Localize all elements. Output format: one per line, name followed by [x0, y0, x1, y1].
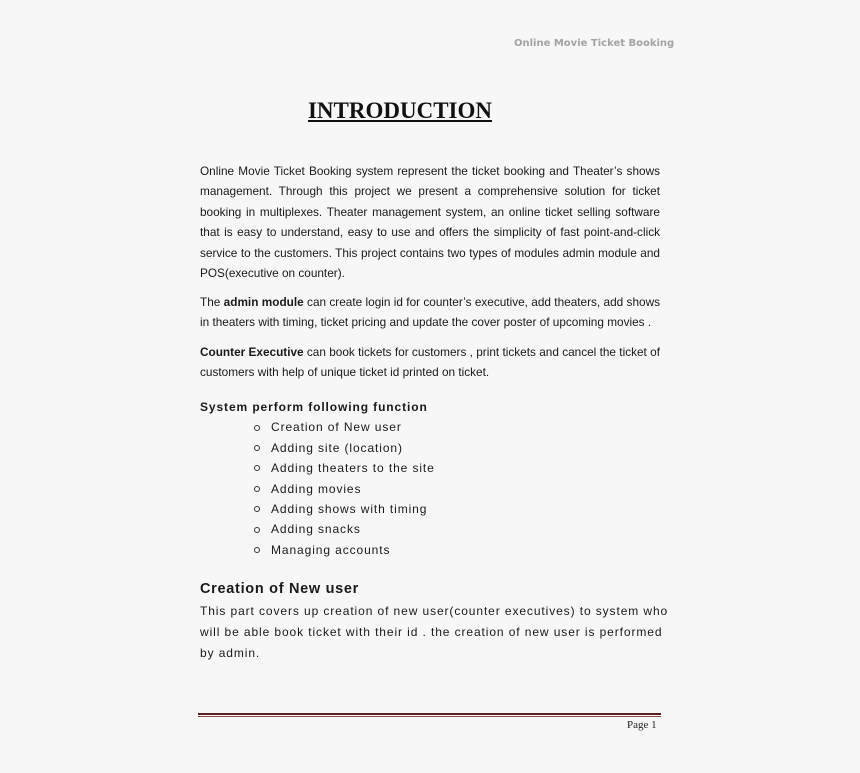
list-item: [254, 458, 660, 478]
list-item-label: Creation of New user: [271, 420, 402, 435]
admin-module-description: can create login id for counter’s executive, add theaters, add shows in theaters with timing, ticket pricing and update the cover poster of upcoming movies .: [200, 295, 660, 330]
counter-executive-term: Counter Executive: [200, 345, 304, 359]
section-text: This part covers up creation of new user(counter executives) to system who will be able book ticket with their id . the creation of new user is performed by admin.: [200, 604, 669, 660]
list-item-label: Managing accounts: [271, 542, 391, 557]
page-title: INTRODUCTION: [307, 98, 493, 123]
list-item: [254, 519, 660, 539]
counter-executive-description: can book tickets for customers , print tickets and cancel the ticket of customers with help of unique ticket id printed on ticket.: [200, 345, 660, 380]
section-heading: Creation of New user: [200, 581, 360, 597]
list-item-label: Adding theaters to the site: [271, 461, 435, 476]
list-item-label: Adding snacks: [271, 522, 361, 537]
circle-bullet-icon: [254, 506, 260, 512]
page-number: Page 1: [627, 719, 657, 731]
list-item: [254, 479, 660, 499]
running-header: Online Movie Ticket Booking: [514, 38, 675, 49]
functions-heading: System perform following function: [200, 400, 428, 414]
circle-bullet-icon: [254, 445, 260, 451]
list-item: [254, 438, 660, 458]
list-item: [254, 499, 660, 519]
list-item-label: Adding shows with timing: [271, 502, 428, 517]
circle-bullet-icon: [254, 547, 260, 553]
intro-paragraph: Online Movie Ticket Booking system represent the ticket booking and Theater’s shows management. Through this project we present a comprehensive solution for ticket booking in multiplexes. Theater management system, an online ticket selling software that is easy to understand, easy to use and offers the simplicity of fast point-and-click service to the customers. This project contains two types of modules admin module and POS(executive on counter).: [200, 164, 660, 281]
list-item: [254, 540, 660, 560]
circle-bullet-icon: [254, 425, 260, 431]
list-item: [254, 417, 660, 437]
list-item-label: Adding movies: [271, 481, 362, 496]
circle-bullet-icon: [254, 465, 260, 471]
admin-prefix: The: [200, 295, 224, 309]
list-item-label: Adding site (location): [271, 440, 403, 455]
creation-section: [200, 579, 670, 663]
functions-block: [200, 397, 660, 560]
admin-module-paragraph: [200, 292, 660, 333]
functions-list: [200, 417, 660, 560]
counter-executive-paragraph: [200, 342, 660, 383]
admin-module-term: admin module: [223, 295, 304, 309]
circle-bullet-icon: [254, 486, 260, 492]
circle-bullet-icon: [254, 527, 260, 533]
footer-divider: [198, 713, 661, 718]
